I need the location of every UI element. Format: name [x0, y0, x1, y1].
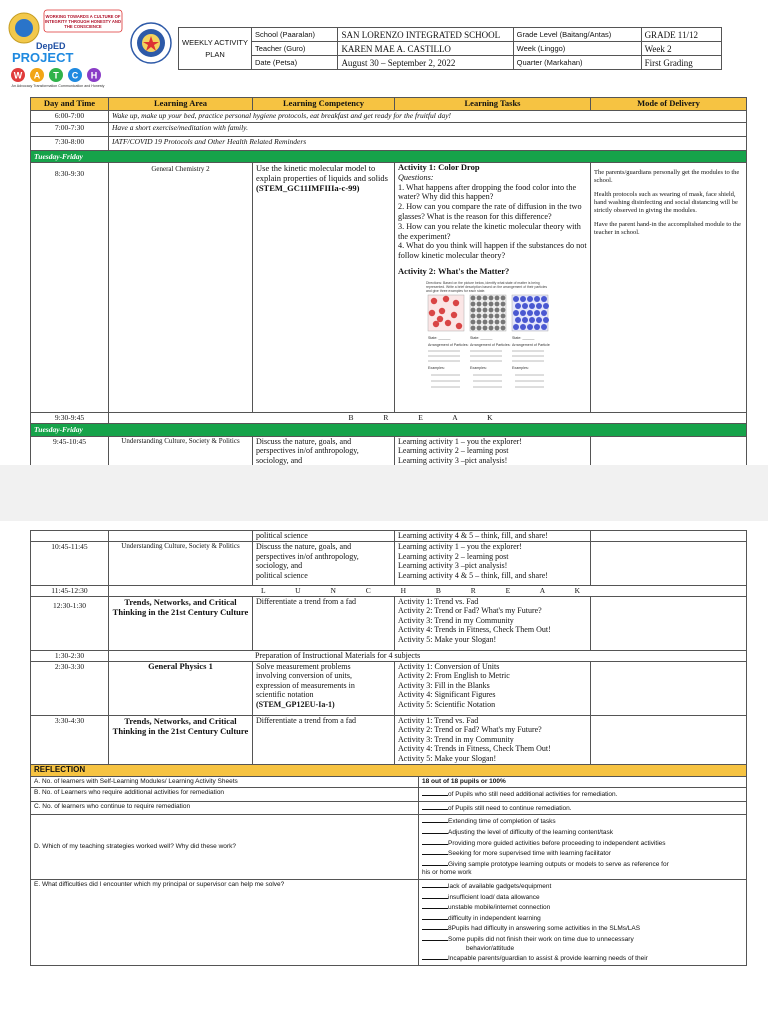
- week-value: Week 2: [641, 42, 721, 56]
- ucsp-row: 9:45-10:45 Understanding Culture, Society & Politics Discuss the nature, goals, and perspectives in/of anthropology, sociology, and Learning activity 1 – you the explorer! Learning activity 2 – learning post Learning activity 3 –pict analysis!: [31, 436, 747, 466]
- particle-dot: [495, 313, 500, 318]
- particle-dot: [501, 313, 506, 318]
- particle-dot: [529, 303, 535, 309]
- svg-text:H: H: [90, 70, 98, 81]
- schedule-table-page2: [30, 530, 747, 770]
- date-label: Date (Petsa): [252, 56, 338, 70]
- particle-dot: [483, 295, 488, 300]
- particle-dot: [495, 319, 500, 324]
- particle-dot: [477, 319, 482, 324]
- svg-text:A: A: [33, 70, 41, 81]
- svg-text:An Advocacy Transformation Com: An Advocacy Transformation Communication and Honesty: [11, 84, 105, 88]
- svg-text:PROJECT: PROJECT: [12, 50, 74, 65]
- particle-dot: [536, 317, 542, 323]
- prep-row: 1:30-2:30 Preparation of Instructional Materials for 4 subjects: [31, 650, 747, 661]
- particle-dot: [489, 301, 494, 306]
- questions-label: Questions:: [398, 172, 434, 182]
- particle-dot: [520, 310, 526, 316]
- question-item: 3. How can you relate the kinetic molecular theory with the experiment?: [398, 221, 581, 241]
- page-2: [0, 521, 768, 1024]
- particle-dot: [495, 325, 500, 330]
- particle-dot: [489, 319, 494, 324]
- particle-dot: [471, 295, 476, 300]
- particle-dot: [501, 301, 506, 306]
- activity-2-title: Activity 2: What's the Matter?: [398, 265, 510, 276]
- quarter-value: First Grading: [641, 56, 721, 70]
- quarter-label: Quarter (Markahan): [513, 56, 641, 70]
- col-mode-delivery: Mode of Delivery: [591, 98, 747, 111]
- particle-dot: [456, 323, 462, 329]
- particle-dot: [513, 310, 519, 316]
- svg-text:State: ______: State: ______: [428, 335, 451, 340]
- particle-dot: [483, 307, 488, 312]
- worksheet-instructions: Directions: Based on the picture below, identify what state of matter is being represented. Write a brief description based on the arrangement of their particles and give three examples for each state.: [426, 280, 548, 293]
- date-value: August 30 – September 2, 2022: [338, 56, 513, 70]
- particle-dot: [471, 301, 476, 306]
- particle-dot: [527, 310, 533, 316]
- col-learning-area: Learning Area: [109, 98, 253, 111]
- particle-dot: [541, 324, 547, 330]
- particle-diagram: [426, 293, 550, 393]
- particle-dot: [443, 296, 449, 302]
- col-learning-competency: Learning Competency: [253, 98, 395, 111]
- particle-dot: [471, 325, 476, 330]
- svg-text:Examples:: Examples:: [428, 365, 445, 370]
- reflection-d: D. Which of my teaching strategies worked well? Why did these work? Extending time of completion of tasks Adjusting the level of difficulty of the learning content/task Providing more guided activities before proceeding to independent activities Seeking for more supervised time with learning facilitator Giving sample prototype learning outputs or models to serve as reference for his or home work: [31, 815, 747, 880]
- particle-dot: [541, 310, 547, 316]
- teacher-value: KAREN MAE A. CASTILLO: [338, 42, 513, 56]
- column-headers: [31, 98, 747, 111]
- particle-dot: [501, 319, 506, 324]
- chemistry-row: 8:30-9:30 General Chemistry 2 Use the kinetic molecular model to explain properties of liquids and solids (STEM_GC11IMFIIIa-c-99) Activity 1: Color Drop Questions: 1. What happens after dropping the food color into the water? Why did this happen? 2. How can you compare the rate of diffusion in the two glasses? What is the reason for this difference? 3. How can you relate the kinetic molecular theory with the experiment? 4. What do you think will happen if the substances do not follow kinetic molecular theory? Activity 2: What's the Matter? Directions: Based on the picture below, identify what state of matter is being represented. Write a brief description based on the arrangement of their particles and give three examples for each state. State: ______ State: ______ State: ______ Arrangement of Particles: Arrangement of Particles: Arrangement of Particles: Examples: Examples: Examples: The parents/guardians personally get the modules to the school. Health protocols such as wearing of mask, face shield, hand washing disinfecting and social distancing will be strictly observed in giving the modules. Have the parent hand-in the accomplished module to the teacher in school.: [31, 163, 747, 413]
- routine-row: 7:30-8:00 IATF/COVID 19 Protocols and Other Health Related Reminders: [31, 136, 747, 150]
- particle-dot: [501, 307, 506, 312]
- svg-text:Arrangement of Particles:: Arrangement of Particles:: [512, 342, 550, 347]
- particle-dot: [522, 303, 528, 309]
- break-row: 9:30-9:45 B R E A K: [31, 413, 747, 424]
- reflection-e: E. What difficulties did I encounter which my principal or supervisor can help me solve? lack of available gadgets/equipment insufficient load/ data allowance unstable mobile/internet connection difficulty in independent learning 8Pupils had difficulty in answering some activities in the SLMs/LAS Some pupils did not finish their work on time due to unnecessary behavior/attitude Incapable parents/guardian to assist & provide learning needs of their: [31, 879, 747, 965]
- reflection-b: B. No. of Learners who require additional activities for remediation of Pupils who still need additional activities for remediation.: [31, 788, 747, 802]
- ucsp-row: 10:45-11:45 Understanding Culture, Society & Politics Discuss the nature, goals, and perspectives in/of anthropology, sociology, and political science Learning activity 1 – you the explorer! Learning activity 2 – learning post Learning activity 3 –pict analysis! Learning activity 4 & 5 – think, fill, and share!: [31, 542, 747, 586]
- particle-dot: [483, 319, 488, 324]
- particle-dot: [515, 317, 521, 323]
- col-learning-tasks: Learning Tasks: [395, 98, 591, 111]
- school-value: SAN LORENZO INTEGRATED SCHOOL: [338, 28, 513, 42]
- particle-dot: [513, 324, 519, 330]
- lunch-row: 11:45-12:30 L U N C H B R E A K: [31, 586, 747, 597]
- reflection-table: [30, 764, 747, 966]
- particle-dot: [543, 317, 549, 323]
- particle-dot: [495, 301, 500, 306]
- svg-text:Arrangement of Particles:: Arrangement of Particles:: [470, 342, 511, 347]
- particle-dot: [501, 325, 506, 330]
- particle-dot: [489, 313, 494, 318]
- particle-dot: [477, 313, 482, 318]
- particle-dot: [477, 307, 482, 312]
- particle-dot: [543, 303, 549, 309]
- particle-dot: [522, 317, 528, 323]
- particle-dot: [471, 319, 476, 324]
- reflection-c: C. No. of learners who continue to require remediation of Pupils still need to continue remediation.: [31, 801, 747, 815]
- svg-text:Examples:: Examples:: [512, 365, 529, 370]
- particle-dot: [513, 296, 519, 302]
- question-item: 2. How can you compare the rate of diffusion in the two glasses? What is the reason for this difference?: [398, 202, 582, 221]
- trends-row: 12:30-1:30 Trends, Networks, and Critical Thinking in the 21st Century Culture Differentiate a trend from a fad Activity 1: Trend vs. Fad Activity 2: Trend or Fad? What's my Future? Activity 3: Trend in my Community Activity 4: Trends in Fitness, Check Them Out! Activity 5: Make your Slogan!: [31, 596, 747, 650]
- svg-text:State: ______: State: ______: [512, 335, 535, 340]
- week-label: Week (Linggo): [513, 42, 641, 56]
- particle-dot: [453, 300, 459, 306]
- svg-text:INTEGRITY THROUGH HONESTY AND: INTEGRITY THROUGH HONESTY AND: [44, 19, 122, 24]
- question-item: 4. What do you think will happen if the substances do not follow kinetic molecular theory?: [398, 241, 587, 261]
- particle-dot: [536, 303, 542, 309]
- teacher-label: Teacher (Guro): [252, 42, 338, 56]
- grade-label: Grade Level (Baitang/Antas): [513, 28, 641, 42]
- states-of-matter-worksheet: [426, 281, 550, 397]
- particle-dot: [534, 310, 540, 316]
- particle-dot: [515, 303, 521, 309]
- svg-text:THE CONSCIENCE: THE CONSCIENCE: [64, 24, 102, 29]
- chem-code: (STEM_GC11IMFIIIa-c-99): [256, 183, 360, 193]
- day-label-row: Tuesday-Friday: [31, 424, 747, 437]
- svg-text:T: T: [53, 70, 59, 81]
- project-watch-logo: [6, 6, 124, 90]
- particle-dot: [520, 296, 526, 302]
- svg-text:Examples:: Examples:: [470, 365, 487, 370]
- svg-text:C: C: [71, 70, 79, 81]
- particle-dot: [431, 298, 437, 304]
- deped-seal-icon: [130, 22, 172, 64]
- activity-1-title: Activity 1: Color Drop: [398, 162, 480, 172]
- day-label-row: Tuesday-Friday: [31, 150, 747, 163]
- particle-dot: [534, 296, 540, 302]
- deped-logo-text: DepED: [36, 41, 66, 51]
- particle-dot: [433, 321, 439, 327]
- school-label: School (Paaralan): [252, 28, 338, 42]
- trends-row: 3:30-4:30 Trends, Networks, and Critical Thinking in the 21st Century Culture Differentiate a trend from a fad Activity 1: Trend vs. Fad Activity 2: Trend or Fad? What's my Future? Activity 3: Trend in my Community Activity 4: Trends in Fitness, Check Them Out! Activity 5: Make your Slogan!: [31, 715, 747, 769]
- particle-dot: [483, 313, 488, 318]
- particle-dot: [477, 301, 482, 306]
- routine-row: 6:00-7:00 Wake up, make up your bed, practice personal hygiene protocols, eat breakfast and get ready for the fruitful day!: [31, 110, 747, 122]
- mode-of-delivery-notes: The parents/guardians personally get the modules to the school. Health protocols such as wearing of mask, face shield, hand washing disinfecting and social distancing will be strictly observed in giving the modules. Have the parent hand-in the accomplished module to the teacher in school.: [591, 163, 747, 413]
- svg-text:W: W: [13, 70, 23, 81]
- particle-dot: [477, 295, 482, 300]
- particle-dot: [527, 296, 533, 302]
- plan-title: WEEKLY ACTIVITY PLAN: [179, 28, 252, 70]
- particle-dot: [495, 307, 500, 312]
- particle-dot: [451, 312, 457, 318]
- svg-text:State: ______: State: ______: [470, 335, 493, 340]
- reflection-a: A. No. of learners with Self-Learning Modules/ Learning Activity Sheets 18 out of 18 pupils or 100%: [31, 776, 747, 788]
- particle-dot: [437, 316, 443, 322]
- page-gap: [0, 465, 768, 521]
- particle-dot: [529, 317, 535, 323]
- particle-dot: [489, 307, 494, 312]
- question-item: 1. What happens after dropping the food color into the water? Why did this happen?: [398, 182, 577, 202]
- particle-dot: [489, 295, 494, 300]
- schedule-table-page1: [30, 97, 747, 467]
- header-info-table: [178, 27, 722, 70]
- svg-text:WORKING TOWARDS A CULTURE OF: WORKING TOWARDS A CULTURE OF: [45, 14, 121, 19]
- particle-dot: [483, 301, 488, 306]
- particle-dot: [471, 313, 476, 318]
- continuation-row: political science Learning activity 4 & 5 – think, fill, and share!: [31, 531, 747, 542]
- particle-dot: [527, 324, 533, 330]
- reflection-header: REFLECTION: [31, 765, 747, 777]
- page-1: [0, 0, 768, 465]
- chem-competency: Use the kinetic molecular model to explain properties of liquids and solids: [256, 163, 388, 183]
- particle-dot: [520, 324, 526, 330]
- routine-row: 7:00-7:30 Have a short exercise/meditation with family.: [31, 122, 747, 136]
- particle-dot: [445, 320, 451, 326]
- particle-dot: [541, 296, 547, 302]
- physics-row: 2:30-3:30 General Physics 1 Solve measurement problems involving conversion of units, expression of measurements in scientific notation (STEM_GP12EU-Ia-1) Activity 1: Conversion of Units Activity 2: From English to Metric Activity 3: Fill in the Blanks Activity 4: Significant Figures Activity 5: Scientific Notation: [31, 661, 747, 715]
- particle-dot: [471, 307, 476, 312]
- particle-dot: [489, 325, 494, 330]
- particle-dot: [501, 295, 506, 300]
- project-watch-logo-graphic: [6, 6, 124, 90]
- particle-dot: [483, 325, 488, 330]
- particle-dot: [495, 295, 500, 300]
- particle-dot: [477, 325, 482, 330]
- col-day-time: Day and Time: [31, 98, 109, 111]
- svg-text:Arrangement of Particles:: Arrangement of Particles:: [428, 342, 469, 347]
- particle-dot: [534, 324, 540, 330]
- particle-dot: [429, 310, 435, 316]
- particle-dot: [439, 308, 445, 314]
- grade-value: GRADE 11/12: [641, 28, 721, 42]
